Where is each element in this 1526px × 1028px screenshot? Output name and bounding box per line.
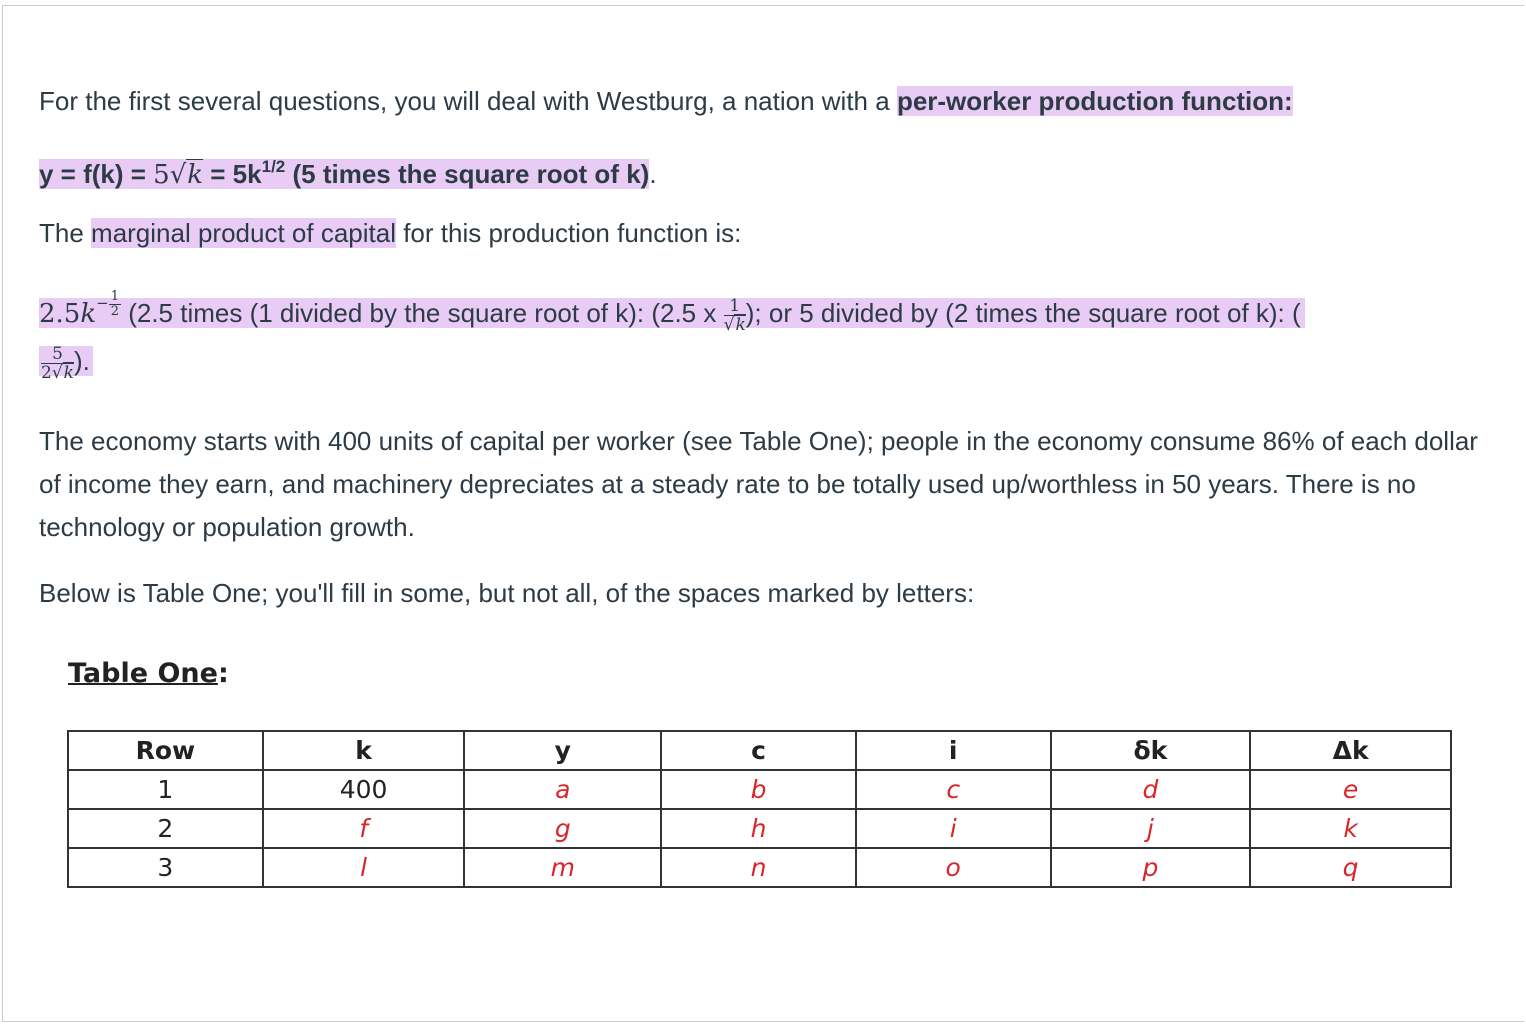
cell-blank-d: d xyxy=(1051,770,1251,809)
mpk-var: k xyxy=(80,299,97,329)
table-title-text: Table One xyxy=(68,658,218,689)
production-function xyxy=(39,159,649,189)
header-c: c xyxy=(661,731,856,770)
header-row: Row xyxy=(68,731,263,770)
func-end: . xyxy=(649,159,657,189)
cell-blank-q: q xyxy=(1250,848,1451,887)
cell-blank-c: c xyxy=(856,770,1051,809)
frac2-den-coef: 2 xyxy=(41,362,52,383)
table-row xyxy=(68,770,1451,809)
cell-blank-n: n xyxy=(661,848,856,887)
intro-text: For the first several questions, you will deal with Westburg, a nation with a xyxy=(39,86,897,116)
cell-blank-a: a xyxy=(464,770,661,809)
cell-blank-k: k xyxy=(1250,809,1451,848)
frac2-den-var: k xyxy=(63,362,74,383)
func-tail: (5 times the square root of k) xyxy=(285,159,650,189)
cell-blank-o: o xyxy=(856,848,1051,887)
below-text: Below is Table One; you'll fill in some, but not all, of the spaces marked by letters: xyxy=(39,578,975,608)
mpk-intro-line xyxy=(39,216,741,250)
cell-blank-f: f xyxy=(263,809,465,848)
cell-blank-m: m xyxy=(464,848,661,887)
frac2-num: 5 xyxy=(41,345,74,364)
frac1-num: 1 xyxy=(724,297,746,316)
cell-blank-j: j xyxy=(1051,809,1251,848)
mpk-exp-num: 1 xyxy=(110,288,119,304)
header-i: i xyxy=(856,731,1051,770)
func-coef: 5 xyxy=(153,160,170,190)
func-lhs: y = f(k) = xyxy=(39,159,154,189)
mpk-exponent xyxy=(96,286,121,320)
cell-blank-p: p xyxy=(1051,848,1251,887)
economy-paragraph: The economy starts with 400 units of capital per worker (see Table One); people in the economy consume 86% of each dollar of income they earn, and machinery depreciates at a steady rate to be totally used up/worthless in 50 years. There is no technology or population growth. xyxy=(39,426,1478,542)
mpk-expression xyxy=(39,288,1305,335)
cell-row-number: 3 xyxy=(68,848,263,887)
table-row xyxy=(68,809,1451,848)
mpk-text1: (2.5 times (1 divided by the square root of k): (2.5 x xyxy=(120,298,724,328)
func-var: k xyxy=(187,160,204,190)
mpk-line xyxy=(39,286,1305,334)
mpk-coef: 2.5 xyxy=(39,299,81,329)
frac-one-over-sqrt-k xyxy=(724,297,746,334)
mpk-text3: ). xyxy=(73,346,90,376)
table-header-row xyxy=(68,731,1451,770)
cell-blank-i: i xyxy=(856,809,1051,848)
cell-blank-b: b xyxy=(661,770,856,809)
production-function-line xyxy=(39,150,657,192)
intro-highlight: per-worker production function: xyxy=(896,86,1293,116)
func-exp: 1/2 xyxy=(261,157,286,176)
frac-five-over-two-sqrt-k xyxy=(41,345,74,382)
func-mid: = 5k xyxy=(203,159,262,189)
cell-k: 400 xyxy=(263,770,465,809)
mpk-exp-sign: − xyxy=(96,294,109,312)
intro-line xyxy=(39,84,1293,118)
cell-blank-g: g xyxy=(464,809,661,848)
cell-blank-e: e xyxy=(1250,770,1451,809)
mpk-line-continued xyxy=(39,344,93,382)
mpk-expression-continued xyxy=(39,343,93,383)
header-k: k xyxy=(263,731,465,770)
mpk-intro-highlight: marginal product of capital xyxy=(91,218,396,248)
frac2-den: 2√k xyxy=(41,362,74,383)
mpk-exp-den: 2 xyxy=(110,303,119,319)
cell-blank-h: h xyxy=(661,809,856,848)
table-row xyxy=(68,848,1451,887)
table-one xyxy=(67,730,1452,888)
table-title-colon: : xyxy=(217,658,229,689)
cell-row-number: 2 xyxy=(68,809,263,848)
mpk-intro-post: for this production function is: xyxy=(395,218,742,248)
sqrt-symbol: √ xyxy=(169,160,187,190)
cell-row-number: 1 xyxy=(68,770,263,809)
mpk-text2: ); or 5 divided by (2 times the square root of k): ( xyxy=(745,298,1301,328)
cell-blank-l: l xyxy=(263,848,465,887)
header-y: y xyxy=(464,731,661,770)
frac1-den-var: k xyxy=(735,314,746,335)
mpk-intro-pre: The xyxy=(39,218,92,248)
header-change-k: Δk xyxy=(1250,731,1451,770)
header-delta-k-depreciation: δk xyxy=(1051,731,1251,770)
frac1-den: √k xyxy=(723,314,746,335)
table-title xyxy=(68,658,229,689)
